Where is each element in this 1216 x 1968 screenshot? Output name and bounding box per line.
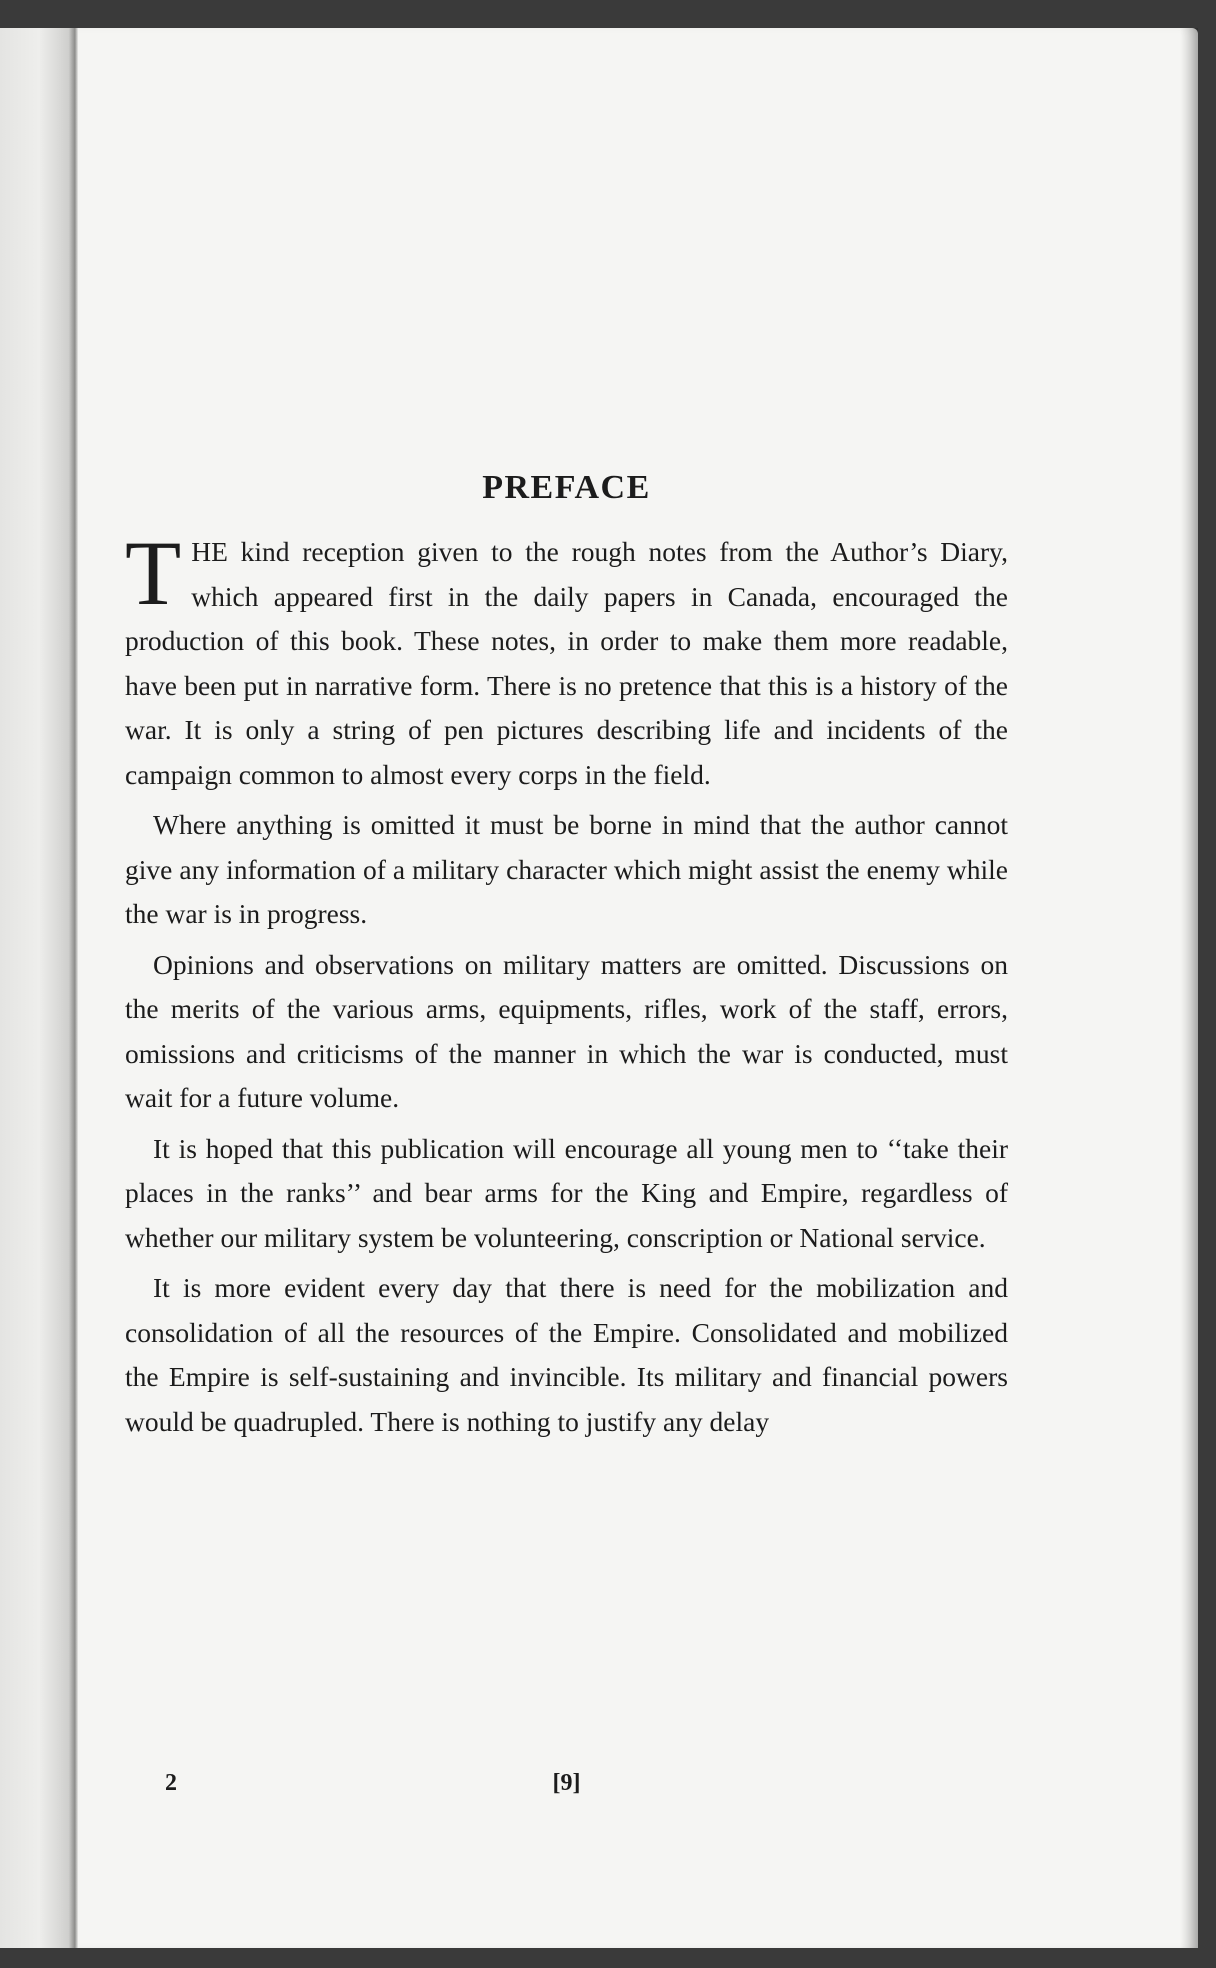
paragraph-3: Opinions and observations on military matters are omitted. Discussions on the merits of the various arms, equipments, rifles, work of the staff, errors, omissions and criticisms of the manner in which the war is conducted, must wait for a future volume. (125, 948, 1008, 1113)
paragraph-1-text: HE kind reception given to the rough notes from the Author’s Diary, which appeared first in the daily papers in Canada, encouraged the production of this book. These notes, in order to make them more readable, have been put in narrative form. There is no pretence that this is a history of the war. It is only a string of pen pictures describing life and incidents of the campaign common to almost every corps in the field. (125, 536, 1008, 790)
signature-mark: 2 (165, 1770, 177, 1796)
book-page (0, 28, 1198, 1948)
page-edge-shadow (1180, 28, 1198, 1948)
paragraph-1 (125, 522, 1008, 797)
page-number: [9] (552, 1770, 581, 1796)
paragraph-5: It is more evident every day that there is need for the mobilization and consolidation of all the resources of the Empire. Consolidated and mobilized the Empire is self-sustaining and invincible. Its military and financial powers would be quadrupled. There is nothing to justify any delay (125, 1272, 1008, 1437)
drop-cap: T (125, 522, 182, 624)
paragraph-4: It is hoped that this publication will encourage all young men to ‘‘take their places in the ranks’’ and bear arms for the King and Empire, regardless of whether our military system be volunteering, conscription or National service. (125, 1132, 1008, 1253)
preface-text (125, 468, 1008, 1450)
paragraph-2: Where anything is omitted it must be borne in mind that the author cannot give any information of a military character which might assist the enemy while the war is in progress. (125, 809, 1008, 929)
page-gutter (0, 28, 78, 1948)
page-title: PREFACE (482, 469, 651, 506)
